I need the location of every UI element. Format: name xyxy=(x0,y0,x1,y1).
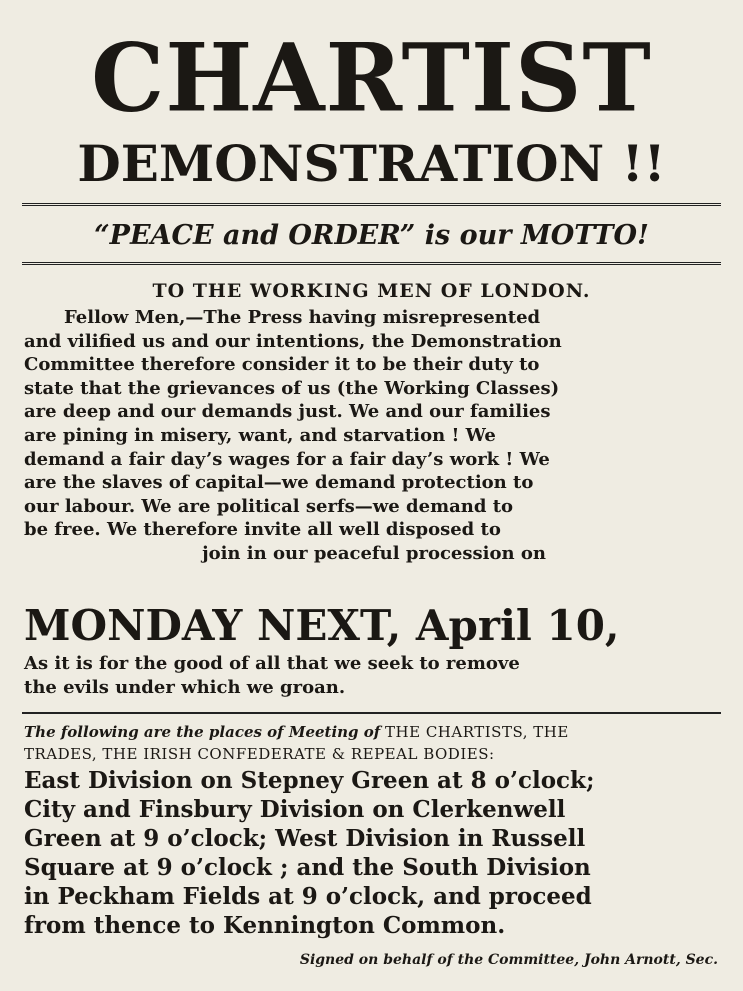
places-line: East Division on Stepney Green at 8 o’clock; xyxy=(24,767,595,794)
closing-paragraph xyxy=(24,652,724,700)
body-line: and vilified us and our intentions, the Demonstration xyxy=(24,330,562,352)
places-line: City and Finsbury Division on Clerkenwell xyxy=(24,796,566,823)
motto: “PEACE and ORDER” is our MOTTO! xyxy=(94,220,649,251)
poster-title-chartist: CHARTIST xyxy=(91,22,652,134)
places-line: in Peckham Fields at 9 o’clock, and proceed xyxy=(24,883,592,910)
intro-caps-line: TRADES, THE IRISH CONFEDERATE & REPEAL BODIES: xyxy=(24,745,495,763)
body-line: are pining in misery, want, and starvation ! We xyxy=(24,424,496,446)
divider-rule xyxy=(22,262,721,265)
event-date-banner: MONDAY NEXT, April 10, xyxy=(24,601,620,650)
body-line: join in our peaceful procession on xyxy=(202,542,546,564)
places-line: Green at 9 o’clock; West Division in Russell xyxy=(24,825,586,852)
signature-line: Signed on behalf of the Committee, John Arnott, Sec. xyxy=(299,952,718,968)
body-line: state that the grievances of us (the Working Classes) xyxy=(24,377,560,399)
body-line: our labour. We are political serfs—we demand to xyxy=(24,495,514,517)
body-line: Fellow Men,—The Press having misrepresented xyxy=(64,307,541,328)
places-line: from thence to Kennington Common. xyxy=(24,912,506,939)
intro-caps: THE CHARTISTS, THE xyxy=(385,723,569,741)
body-line: demand a fair day’s wages for a fair day’s work ! We xyxy=(24,448,550,470)
body-line: are deep and our demands just. We and our families xyxy=(24,401,551,423)
body-line: are the slaves of capital—we demand protection to xyxy=(24,472,534,494)
closing-line: the evils under which we groan. xyxy=(24,677,346,698)
poster-title-demonstration: DEMONSTRATION !! xyxy=(77,134,666,193)
places-line: Square at 9 o’clock ; and the South Division xyxy=(24,854,591,881)
divider-rule xyxy=(22,712,721,714)
body-line: be free. We therefore invite all well disposed to xyxy=(24,519,501,541)
meeting-places xyxy=(24,766,724,940)
intro-line xyxy=(24,721,724,743)
intro-italic: The following are the places of Meeting of xyxy=(24,723,381,741)
meeting-places-intro xyxy=(24,721,724,765)
body-paragraph xyxy=(24,306,724,566)
body-line: Committee therefore consider it to be their duty to xyxy=(24,354,540,376)
divider-rule xyxy=(22,203,721,206)
address-heading: TO THE WORKING MEN OF LONDON. xyxy=(152,280,591,302)
closing-line: As it is for the good of all that we seek to remove xyxy=(24,653,520,674)
